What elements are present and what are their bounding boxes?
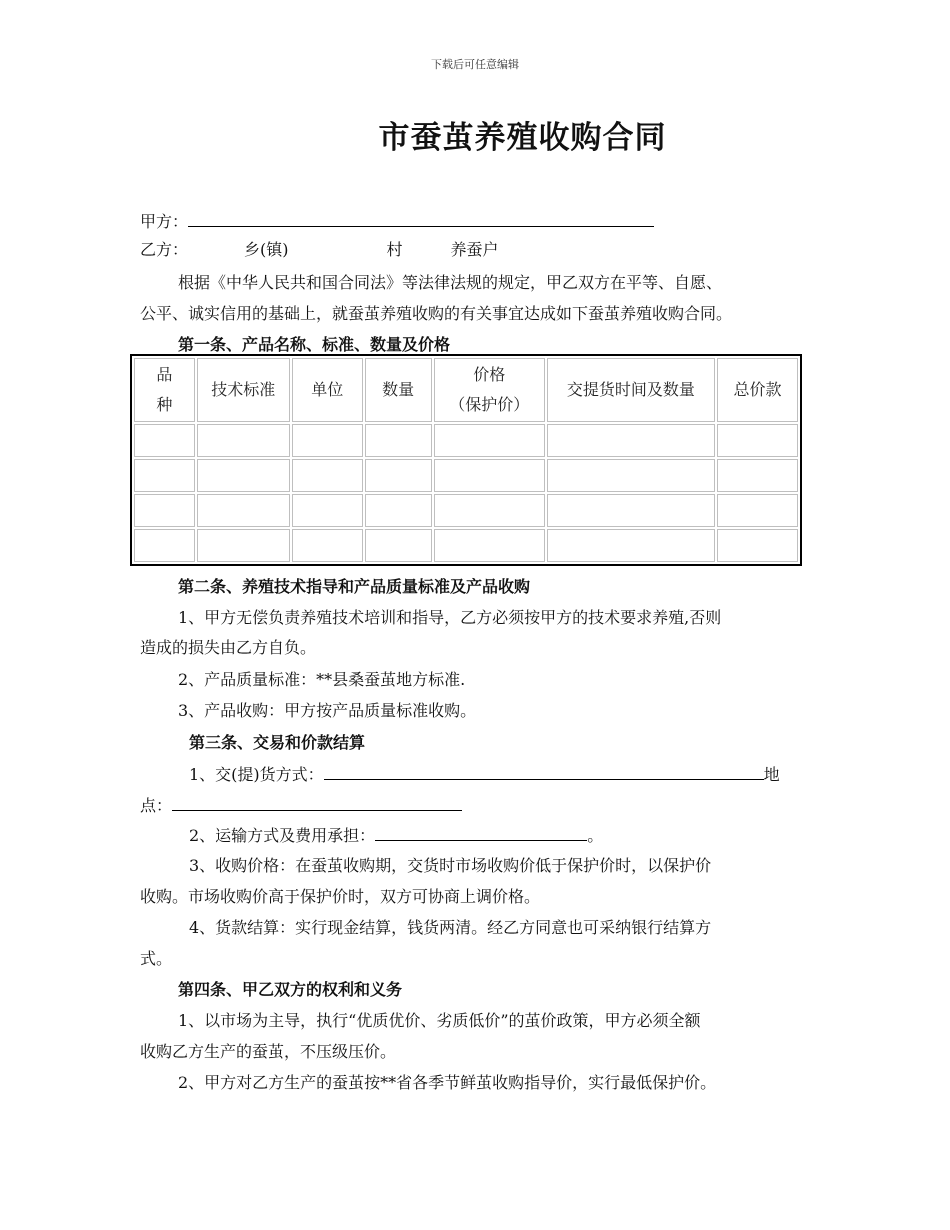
- table-row: [134, 459, 798, 492]
- col-price: 价格 （保护价）: [434, 358, 545, 422]
- table-cell[interactable]: [434, 424, 545, 457]
- party-a-blank[interactable]: [188, 210, 654, 227]
- table-cell[interactable]: [197, 424, 290, 457]
- table-cell[interactable]: [434, 459, 545, 492]
- table-cell[interactable]: [292, 494, 363, 527]
- article-2-heading: 第二条、养殖技术指导和产品质量标准及产品收购: [178, 577, 531, 596]
- col-variety: 品 种: [134, 358, 195, 422]
- location-blank[interactable]: [172, 794, 462, 811]
- table-cell[interactable]: [717, 494, 798, 527]
- table-cell[interactable]: [292, 424, 363, 457]
- table-cell[interactable]: [365, 424, 432, 457]
- transport-tail: 。: [587, 826, 604, 845]
- table-cell[interactable]: [197, 529, 290, 562]
- location-label: 点：: [140, 796, 173, 815]
- table-cell[interactable]: [547, 529, 715, 562]
- col-tech-standard: 技术标准: [197, 358, 290, 422]
- table-cell[interactable]: [547, 494, 715, 527]
- col-quantity: 数量: [365, 358, 432, 422]
- article-3-p4-line2: 式。: [140, 949, 173, 968]
- page-title: 市蚕茧养殖收购合同: [378, 120, 667, 156]
- table-cell[interactable]: [197, 459, 290, 492]
- col-unit: 单位: [292, 358, 363, 422]
- article-2-p1-line2: 造成的损失由乙方自负。: [140, 638, 317, 657]
- table-cell[interactable]: [134, 424, 195, 457]
- table-cell[interactable]: [717, 424, 798, 457]
- table-cell[interactable]: [547, 424, 715, 457]
- table-cell[interactable]: [434, 529, 545, 562]
- party-b-village: 村: [386, 240, 403, 259]
- header-note: 下载后可任意编辑: [431, 58, 519, 71]
- table-cell[interactable]: [434, 494, 545, 527]
- table-cell[interactable]: [134, 494, 195, 527]
- article-4-heading: 第四条、甲乙双方的权利和义务: [178, 980, 403, 999]
- article-2-p1-line1: 1、甲方无偿负责养殖技术培训和指导，乙方必须按甲方的技术要求养殖,否则: [178, 608, 722, 627]
- article-3-p3-line1: 3、收购价格：在蚕茧收购期，交货时市场收购价低于保护价时，以保护价: [189, 856, 712, 875]
- party-b-line: [140, 240, 499, 260]
- table-cell[interactable]: [134, 529, 195, 562]
- table-cell[interactable]: [134, 459, 195, 492]
- article-3-heading: 第三条、交易和价款结算: [189, 733, 366, 752]
- party-b-town: 乡(镇): [244, 240, 289, 259]
- delivery-method-label: 1、交(提)货方式：: [189, 765, 324, 784]
- transport-blank[interactable]: [375, 824, 587, 841]
- article-4-p2: 2、甲方对乙方生产的蚕茧按**省各季节鲜茧收购指导价，实行最低保护价。: [178, 1073, 717, 1092]
- table-cell[interactable]: [365, 529, 432, 562]
- table-row: [134, 494, 798, 527]
- table-cell[interactable]: [292, 459, 363, 492]
- table-cell[interactable]: [717, 459, 798, 492]
- party-a-label: 甲方：: [140, 212, 189, 231]
- table-cell[interactable]: [292, 529, 363, 562]
- transport-label: 2、运输方式及费用承担：: [189, 826, 376, 845]
- intro-line-1: 根据《中华人民共和国合同法》等法律法规的规定，甲乙双方在平等、自愿、: [178, 273, 723, 292]
- table-row: [134, 424, 798, 457]
- article-3-p2: [189, 824, 603, 846]
- delivery-method-blank[interactable]: [324, 763, 764, 780]
- table-cell[interactable]: [365, 459, 432, 492]
- party-b-household: 养蚕户: [450, 240, 499, 259]
- article-3-p3-line2: 收购。市场收购价高于保护价时，双方可协商上调价格。: [140, 887, 541, 906]
- col-delivery: 交提货时间及数量: [547, 358, 715, 422]
- article-4-p1-line1: 1、以市场为主导，执行“优质优价、劣质低价”的茧价政策，甲方必须全额: [178, 1011, 701, 1030]
- intro-line-2: 公平、诚实信用的基础上，就蚕茧养殖收购的有关事宜达成如下蚕茧养殖收购合同。: [140, 304, 733, 323]
- table-header-row: [134, 358, 798, 422]
- article-3-p1-line1: [189, 763, 780, 785]
- party-b-label: 乙方：: [140, 240, 189, 259]
- table-cell[interactable]: [717, 529, 798, 562]
- article-2-p2: 2、产品质量标准：**县桑蚕茧地方标准.: [178, 670, 466, 689]
- product-table: [130, 354, 802, 566]
- article-3-p1-line2: [140, 794, 462, 816]
- article-2-p3: 3、产品收购：甲方按产品质量标准收购。: [178, 701, 477, 720]
- party-a-line: [140, 210, 654, 232]
- article-3-p4-line1: 4、货款结算：实行现金结算，钱货两清。经乙方同意也可采纳银行结算方: [189, 918, 712, 937]
- article-1-heading: 第一条、产品名称、标准、数量及价格: [178, 335, 451, 354]
- delivery-method-tail: 地: [763, 765, 780, 784]
- table-cell[interactable]: [365, 494, 432, 527]
- table-cell[interactable]: [547, 459, 715, 492]
- table-cell[interactable]: [197, 494, 290, 527]
- table-row: [134, 529, 798, 562]
- article-4-p1-line2: 收购乙方生产的蚕茧，不压级压价。: [140, 1042, 397, 1061]
- col-total: 总价款: [717, 358, 798, 422]
